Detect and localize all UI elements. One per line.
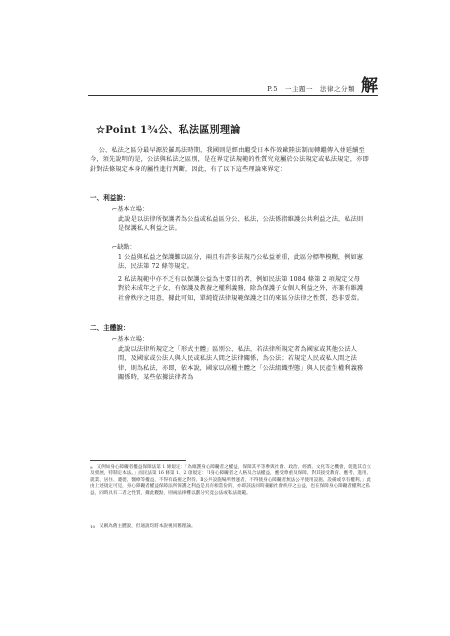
running-header xyxy=(267,78,378,95)
section-1-critique-label: ⌐缺點： xyxy=(112,244,136,251)
section-1-basic-label: ⌐基本立場： xyxy=(112,206,149,213)
section-title: ☆Point 1¾公、私法區別理論 xyxy=(96,125,241,136)
corner-bracket-icon: ⌐ xyxy=(112,206,118,213)
section-1-basic-text: 此說是以法律所保護者為公益或私益區分公、私法，公法係指維護公共利益之法，私法則是保護私人利益之法。 xyxy=(118,216,364,233)
section-2-basic-text: 此說以法律所規定之「形式主體」區別公、私法，若法律所規定者為國家或其他公法人間，及國家或公法人與人民或私法人間之法律關係，為公法；若規定人民或私人間之法律，則為私法，亦即，依本說，國家以高權主體之「公法組織型態」與人民產生權利義務關係時，某些依據法律者為 xyxy=(118,346,364,382)
corner-bracket-icon: ⌐ xyxy=(112,244,118,251)
section-2-basic-label: ⌐基本立場： xyxy=(112,336,149,343)
footnote-10: 10 又稱為舊主體說，但通說均將本說視同舊理論。 xyxy=(90,524,196,529)
header-page-label: P.5 一主題一 法律之分類 xyxy=(267,85,355,93)
footnote-rule xyxy=(90,460,186,461)
corner-bracket-icon: ⌐ xyxy=(112,336,118,343)
footnote-9: 9 又例如身心障礙者權益保障法第 1 條規定：「為維護身心障礙者之權益，保障其平等參與社會、政治、經濟、文化等之機會，促進其自立及發展，特制定本法。」而民法第 16 條第 1、2 項規定：「Ⅰ身心障礙者之人格及合法權益，應受尊重及保障，對其接受教育、應考、進用、就業、居住、遷徙、醫療等權益，不得有歧視之對待。Ⅱ公共設施場所營運者，不得使身心障礙者無法公平使用設施、設備或享有權利。」此由上述規定可見，身心障礙者權益保障法所保護之利益是具有相當份的，亦即該法同時兼顧社會秩序之公益，也在保障身心障礙者權利之私益，同時具有二者之性質，據此觀點，則兩法律難以劃分究竟公法或私法規範。 xyxy=(90,465,372,496)
list-number: 1 xyxy=(118,254,125,261)
list-number: 2 xyxy=(118,276,125,283)
header-section-char: 解 xyxy=(361,76,378,96)
section-1-critique-1: 1 公益與私益之保護難以區分，兩且有許多法規乃公私益並重，此區分標準模糊，例如憲法、民法第 72 條等規定。 xyxy=(118,254,364,271)
section-1-heading: 一、利益說： xyxy=(90,194,130,202)
intro-paragraph: 公、私法之區分最早源於羅馬法時期，我國則是經由繼受日本作效歐陸法制而轉繼傳入並延續至今，須先說明的是，公法與私法之區別，是在界定法規範的性質究竟屬於公法規定或私法規定，亦即針對法條規定本身的屬性進行判斷，因此，有了以下這些理論來界定： xyxy=(90,147,369,173)
section-1-critique-2: 2 私法規範中亦不乏有以保護公益為主要目的者，例如民法第 1084 條第 2 項規定父母對於未成年之子女，有保護及教養之權利義務，除為保護子女個人利益之外，亦兼有維護社會秩序之用意，據此可知，單純從法律規範保護之目的來區分法律之性質，恐非妥當。 xyxy=(118,276,364,302)
header-rule xyxy=(88,95,378,96)
section-2-heading: 二、主體說： xyxy=(90,324,130,332)
